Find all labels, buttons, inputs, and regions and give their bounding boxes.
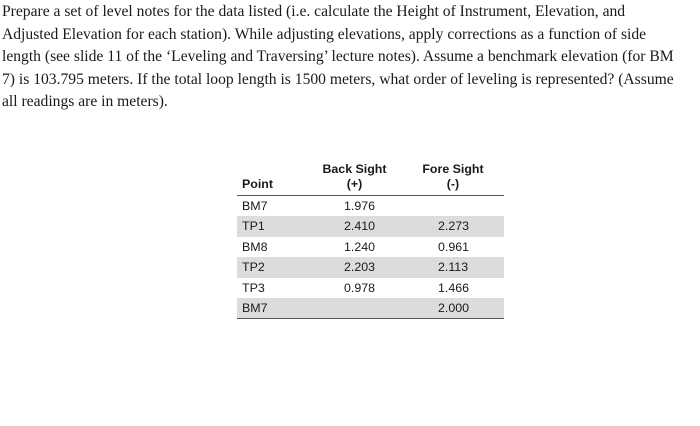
header-fore-sight	[402, 162, 504, 196]
cell-fore-sight: 1.466	[438, 280, 470, 295]
problem-statement	[2, 1, 698, 114]
cell-back-sight: 1.240	[344, 239, 376, 254]
cell-fore-sight	[402, 196, 504, 217]
cell-point: TP1	[237, 216, 307, 236]
cell-point: TP2	[237, 257, 307, 277]
problem-line-3: length (see slide 11 of the ‘Leveling and Traversing’ lecture notes). Assume a benchmark elevation (for BM	[2, 48, 674, 66]
table-row	[237, 298, 504, 319]
problem-line-5: all readings are in meters).	[2, 93, 168, 111]
cell-point: TP3	[242, 280, 265, 295]
table-row	[237, 257, 504, 277]
cell-point: BM7	[237, 298, 307, 319]
header-back-sight-title: Back Sight	[322, 162, 387, 176]
header-back-sight	[307, 162, 402, 196]
cell-back-sight: 1.976	[307, 196, 402, 217]
level-notes-table	[237, 162, 504, 319]
header-back-sight-sign: (+)	[346, 177, 363, 191]
cell-point: BM7	[237, 196, 307, 217]
problem-line-2: Adjusted Elevation for each station). While adjusting elevations, apply corrections as a function of side	[2, 25, 647, 43]
problem-line-4: 7) is 103.795 meters. If the total loop length is 1500 meters, what order of leveling is represented? (Assume	[2, 70, 674, 88]
cell-fore-sight: 0.961	[438, 239, 470, 254]
header-fore-sight-title: Fore Sight	[422, 162, 484, 176]
cell-back-sight: 0.978	[344, 280, 376, 295]
header-fore-sight-sign: (-)	[446, 177, 460, 191]
cell-point: BM8	[242, 239, 268, 254]
cell-fore-sight: 2.273	[402, 216, 504, 236]
header-point: Point	[242, 177, 273, 191]
problem-line-1: Prepare a set of level notes for the data listed (i.e. calculate the Height of Instrument, Elevation, and	[2, 3, 626, 20]
cell-fore-sight: 2.113	[402, 257, 504, 277]
table-row	[237, 216, 504, 236]
cell-back-sight	[307, 298, 402, 319]
table-row	[237, 196, 504, 217]
cell-fore-sight: 2.000	[402, 298, 504, 319]
cell-back-sight: 2.410	[307, 216, 402, 236]
table-row	[237, 237, 504, 257]
table-row	[237, 278, 504, 298]
cell-back-sight: 2.203	[307, 257, 402, 277]
